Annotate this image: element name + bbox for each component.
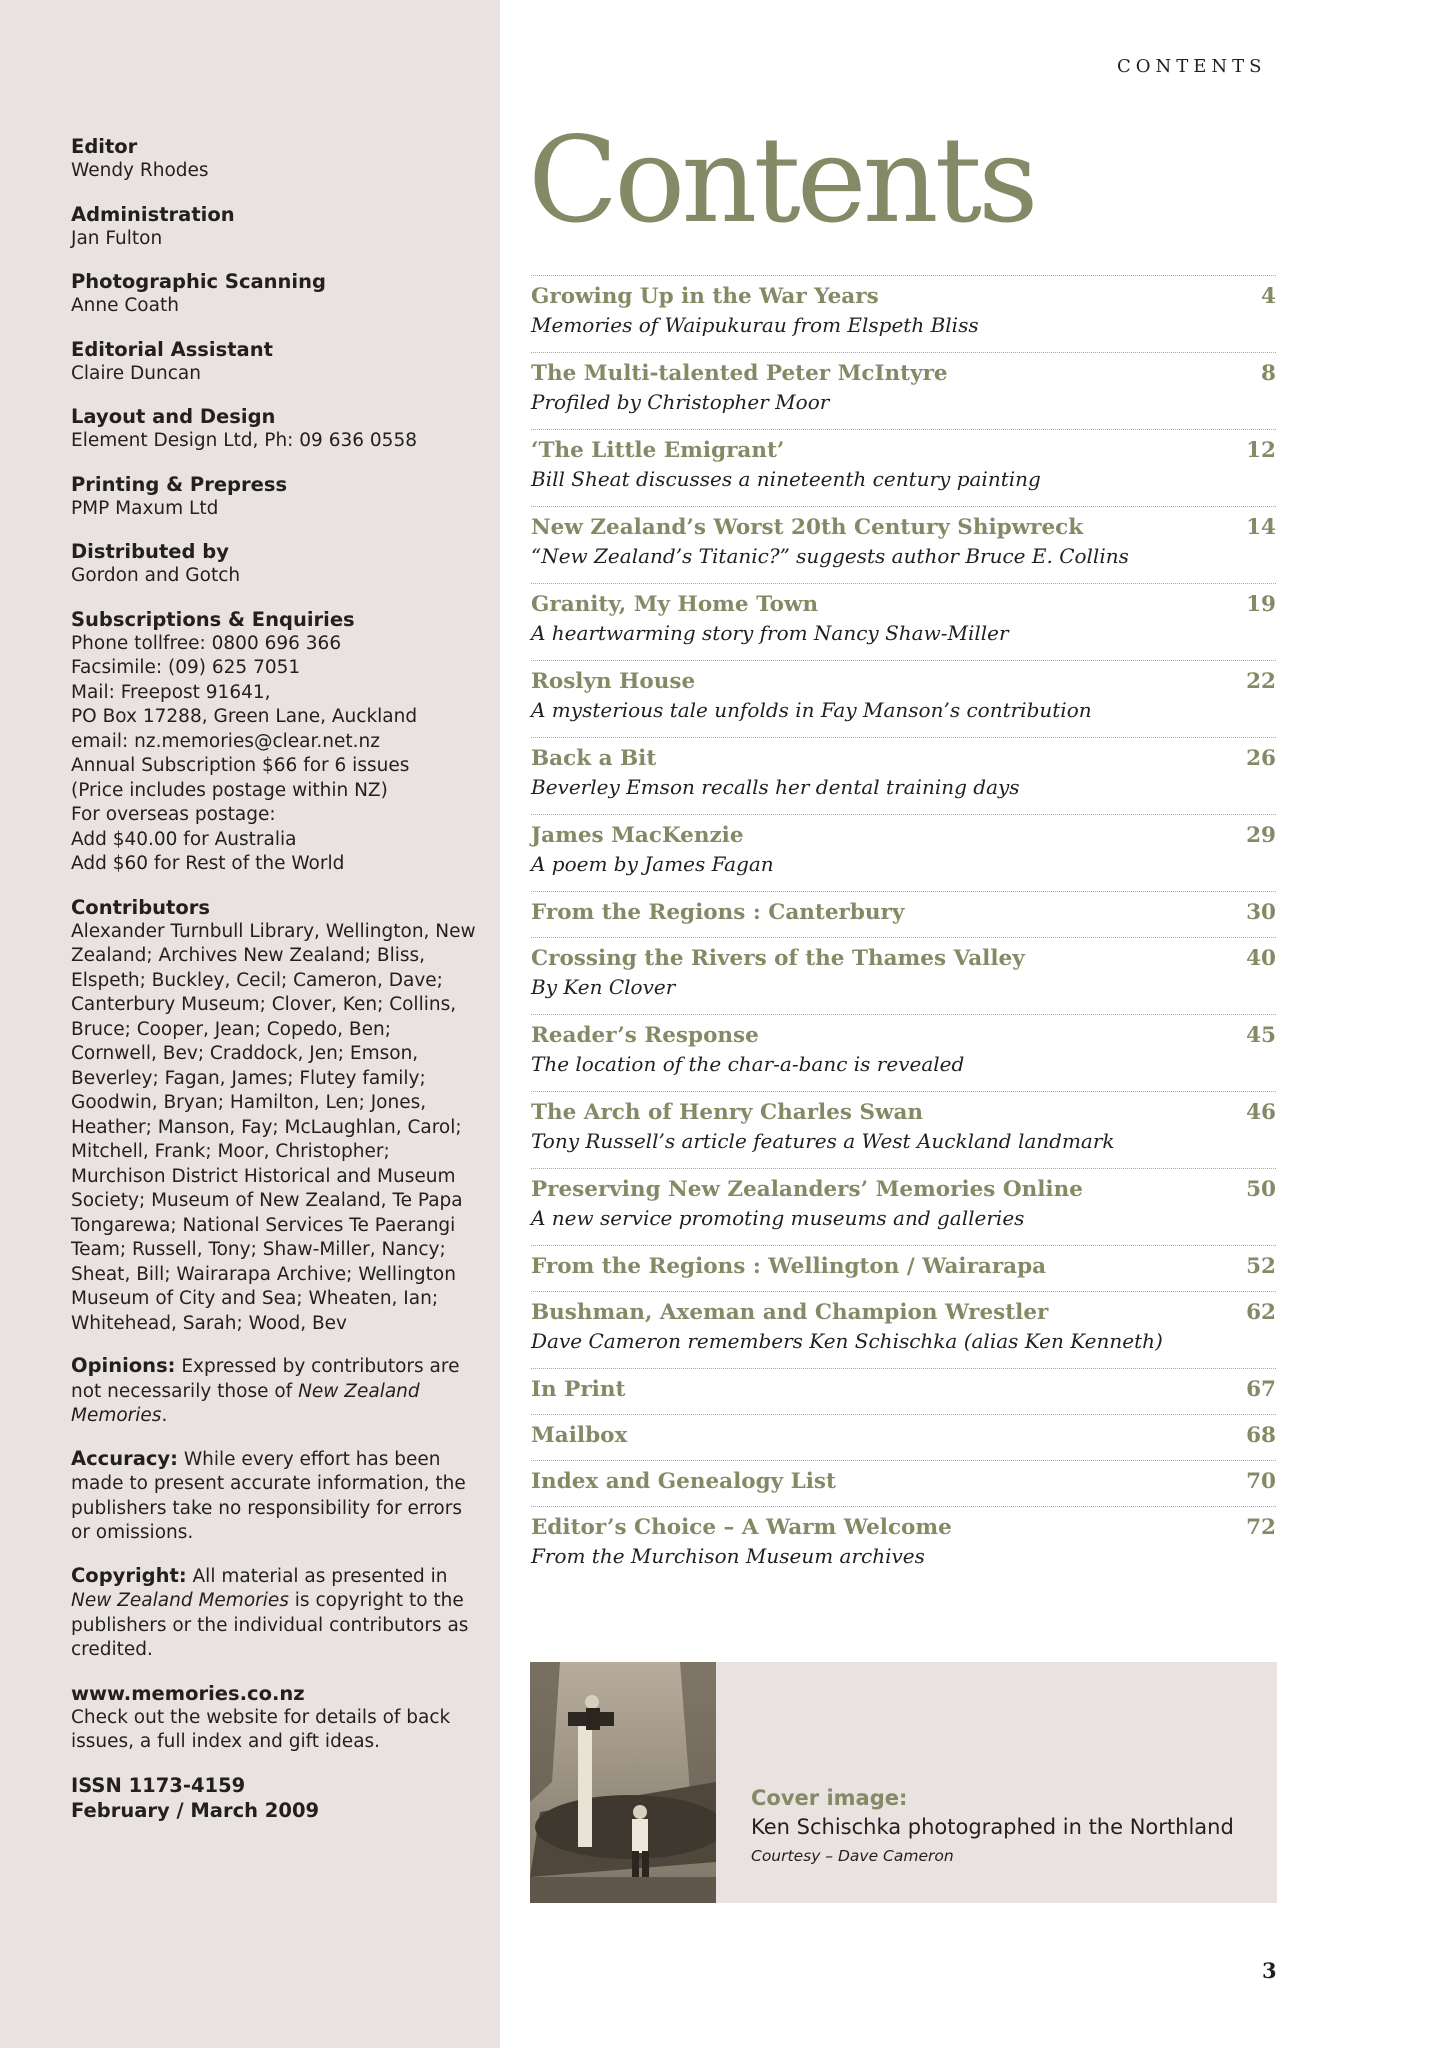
credits-list (71, 134, 481, 877)
opinions-publication: New Zealand Memories (71, 1380, 420, 1426)
toc-entry-subtitle: Beverley Emson recalls her dental training days (531, 775, 1020, 799)
toc-entry[interactable] (531, 737, 1276, 814)
credit-line: Add $60 for Rest of the World (71, 853, 345, 874)
toc-entry-subtitle: “New Zealand’s Titanic?” suggests author Bruce E. Collins (531, 544, 1129, 568)
toc-entry-page: 14 (1246, 515, 1276, 540)
toc-entry-title: Back a Bit (531, 746, 657, 771)
toc-entry-page: 12 (1246, 438, 1276, 463)
credit-section (71, 337, 481, 387)
website-url[interactable]: www.memories.co.nz (71, 1681, 305, 1705)
credit-heading: Printing & Prepress (71, 472, 288, 496)
credit-line: Gordon and Gotch (71, 565, 241, 586)
toc-entry[interactable] (531, 429, 1276, 506)
credit-section (71, 404, 481, 454)
toc-entry[interactable] (531, 1014, 1276, 1091)
opinions-note (71, 1354, 481, 1429)
toc-entry-subtitle: Dave Cameron remembers Ken Schischka (alias Ken Kenneth) (531, 1329, 1163, 1353)
toc-entry-title: The Arch of Henry Charles Swan (531, 1100, 924, 1125)
toc-entry[interactable] (531, 1091, 1276, 1168)
credit-line: Phone tollfree: 0800 696 366 (71, 632, 342, 654)
credit-section (71, 134, 481, 184)
credit-section (71, 472, 481, 522)
credit-line: (Price includes postage within NZ) (71, 779, 388, 801)
credit-line: Facsimile: (09) 625 7051 (71, 657, 301, 678)
toc-entry-title: Granity, My Home Town (531, 592, 819, 617)
credit-line: Wendy Rhodes (71, 160, 209, 181)
toc-entry-subtitle: Tony Russell’s article features a West Auckland landmark (531, 1129, 1115, 1153)
copyright-text-2: is copyright to the publishers or the individual contributors as credited. (71, 1590, 469, 1660)
toc-entry[interactable] (531, 814, 1276, 891)
toc-entry[interactable] (531, 937, 1276, 1014)
cover-caption: Ken Schischka photographed in the Northland (751, 1815, 1234, 1839)
contributors-text: Alexander Turnbull Library, Wellington, New Zealand; Archives New Zealand; Bliss, Elspeth; Buckley, Cecil; Cameron, Dave; Canterbury Museum; Clover, Ken; Collins, Bruce; Cooper, Jean; Copedo, Ben; Cornwell, Bev; Craddock, Jen; Emson, Beverley; Fagan, James; Flutey family; Goodwin, Bryan; Hamilton, Len; Jones, Heather; Manson, Fay; McLaughlan, Carol; Mitchell, Frank; Moor, Christopher; Murchison District Historical and Museum Society; Museum of New Zealand, Te Papa Tongarewa; National Services Te Paerangi Team; Russell, Tony; Shaw-Miller, Nancy; Sheat, Bill; Wairarapa Archive; Wellington Museum of City and Sea; Wheaten, Ian; Whitehead, Sarah; Wood, Bev (71, 920, 476, 1334)
toc-entry-page: 4 (1261, 284, 1276, 309)
masthead-sidebar (0, 0, 500, 2048)
credit-heading: Photographic Scanning (71, 270, 326, 293)
credit-section (71, 607, 481, 877)
credit-line: Annual Subscription $66 for 6 issues (71, 755, 410, 776)
credit-section (71, 202, 481, 252)
accuracy-note (71, 1447, 481, 1546)
credit-heading: Editorial Assistant (71, 337, 273, 361)
issue-info (71, 1773, 481, 1823)
toc-entry-subtitle: A new service promoting museums and galleries (531, 1206, 1025, 1230)
toc-entry-title: Index and Genealogy List (531, 1469, 836, 1494)
toc-entry-subtitle: A heartwarming story from Nancy Shaw-Miller (531, 621, 1009, 645)
toc-entry-title: Bushman, Axeman and Champion Wrestler (531, 1300, 1049, 1325)
credit-heading: Administration (71, 202, 235, 226)
issue-date: February / March 2009 (71, 1798, 320, 1822)
toc-entry[interactable] (531, 275, 1276, 352)
toc-entry-page: 70 (1246, 1469, 1276, 1494)
toc-entry-title: From the Regions : Canterbury (531, 900, 905, 925)
cover-credit: Courtesy – Dave Cameron (751, 1847, 954, 1865)
toc-entry[interactable] (531, 891, 1276, 937)
toc-entry[interactable] (531, 1291, 1276, 1368)
toc-entry-subtitle: The location of the char-a-banc is revealed (531, 1052, 965, 1076)
toc-entry-title: Editor’s Choice – A Warm Welcome (531, 1515, 952, 1540)
toc-entry-subtitle: By Ken Clover (531, 975, 676, 999)
contributors-section (71, 895, 481, 1337)
toc-entry[interactable] (531, 1368, 1276, 1414)
toc-entry[interactable] (531, 1460, 1276, 1506)
credit-line: Mail: Freepost 91641, (71, 681, 271, 703)
toc-entry[interactable] (531, 583, 1276, 660)
toc-entry-page: 22 (1246, 669, 1276, 694)
toc-entry[interactable] (531, 352, 1276, 429)
cover-caption-block (751, 1784, 1234, 1870)
website-text: Check out the website for details of back issues, a full index and gift ideas. (71, 1706, 451, 1752)
toc-entry[interactable] (531, 506, 1276, 583)
toc-entry-page: 8 (1261, 361, 1276, 386)
website-section (71, 1681, 481, 1755)
toc-entry-subtitle: A mysterious tale unfolds in Fay Manson’s contribution (531, 698, 1092, 722)
credit-section (71, 269, 481, 319)
credit-heading: Editor (71, 135, 138, 158)
credit-line: Add $40.00 for Australia (71, 828, 297, 850)
opinions-label: Opinions: (71, 1354, 176, 1377)
toc-entry-title: Mailbox (531, 1423, 628, 1448)
page-number: 3 (1262, 1958, 1277, 1983)
toc-entry-page: 68 (1246, 1423, 1276, 1448)
toc-entry-page: 19 (1246, 592, 1276, 617)
copyright-publication: New Zealand Memories (71, 1590, 289, 1611)
toc-entry-subtitle: A poem by James Fagan (531, 852, 774, 876)
copyright-text-1: All material as presented in (186, 1565, 448, 1587)
toc-entry[interactable] (531, 1245, 1276, 1291)
toc-entry[interactable] (531, 1414, 1276, 1460)
toc-entry-title: New Zealand’s Worst 20th Century Shipwreck (531, 515, 1084, 540)
opinions-text: Expressed by contributors are not necessarily those of (71, 1356, 460, 1402)
credit-line: Jan Fulton (71, 227, 163, 249)
toc-entry-page: 62 (1246, 1300, 1276, 1325)
accuracy-label: Accuracy: (71, 1446, 178, 1470)
masthead-content (71, 134, 481, 1841)
copyright-label: Copyright: (71, 1563, 187, 1587)
toc-entry[interactable] (531, 1506, 1276, 1583)
toc-entry-subtitle: From the Murchison Museum archives (531, 1544, 925, 1568)
toc-entry-page: 40 (1246, 946, 1276, 971)
credit-line: PO Box 17288, Green Lane, Auckland (71, 706, 418, 727)
toc-entry-page: 29 (1246, 823, 1276, 848)
toc-entry-page: 26 (1246, 746, 1276, 771)
issn: ISSN 1173-4159 (71, 1773, 246, 1797)
credit-line: PMP Maxum Ltd (71, 497, 219, 519)
credit-heading: Layout and Design (71, 405, 276, 428)
cover-photo (530, 1662, 716, 1903)
toc-entry-title: In Print (531, 1377, 626, 1402)
toc-entry-page: 67 (1246, 1377, 1276, 1402)
toc-entry-page: 50 (1246, 1177, 1276, 1202)
copyright-note (71, 1564, 481, 1663)
credit-line: email: nz.memories@clear.net.nz (71, 730, 380, 752)
toc-entry-page: 45 (1246, 1023, 1276, 1048)
toc-entry[interactable] (531, 1168, 1276, 1245)
credit-line: For overseas postage: (71, 804, 276, 825)
toc-entry-title: Roslyn House (531, 669, 696, 694)
toc-entry-page: 72 (1246, 1515, 1276, 1540)
toc-entry-page: 52 (1246, 1254, 1276, 1279)
opinions-end: . (161, 1405, 168, 1426)
page-title: Contents (528, 111, 1035, 249)
toc-entry-page: 46 (1246, 1100, 1276, 1125)
credit-line: Claire Duncan (71, 362, 201, 384)
running-header: CONTENTS (1117, 56, 1267, 77)
table-of-contents (531, 275, 1276, 1583)
toc-entry-subtitle: Profiled by Christopher Moor (531, 390, 830, 414)
toc-entry-title: The Multi-talented Peter McIntyre (531, 361, 948, 386)
toc-entry-title: Crossing the Rivers of the Thames Valley (531, 946, 1025, 971)
credit-section (71, 539, 481, 589)
credit-heading: Subscriptions & Enquiries (71, 607, 355, 631)
credit-heading: Distributed by (71, 540, 229, 563)
cover-heading: Cover image: (751, 1786, 908, 1810)
toc-entry-title: From the Regions : Wellington / Wairarapa (531, 1254, 1047, 1279)
toc-entry-title: Growing Up in the War Years (531, 284, 879, 309)
toc-entry-subtitle: Memories of Waipukurau from Elspeth Bliss (531, 313, 979, 337)
accuracy-text: While every effort has been made to present accurate information, the publishers take no responsibility for errors or omissions. (71, 1448, 466, 1543)
cover-image-panel (530, 1662, 1277, 1903)
toc-entry-title: ‘The Little Emigrant’ (531, 438, 785, 463)
toc-entry-page: 30 (1246, 900, 1276, 925)
contributors-heading: Contributors (71, 895, 210, 919)
toc-entry[interactable] (531, 660, 1276, 737)
credit-line: Anne Coath (71, 295, 179, 316)
toc-entry-title: James MacKenzie (531, 823, 744, 848)
toc-entry-title: Preserving New Zealanders’ Memories Online (531, 1177, 1083, 1202)
toc-entry-title: Reader’s Response (531, 1023, 759, 1048)
credit-line: Element Design Ltd, Ph: 09 636 0558 (71, 430, 417, 451)
toc-entry-subtitle: Bill Sheat discusses a nineteenth century painting (531, 467, 1041, 491)
